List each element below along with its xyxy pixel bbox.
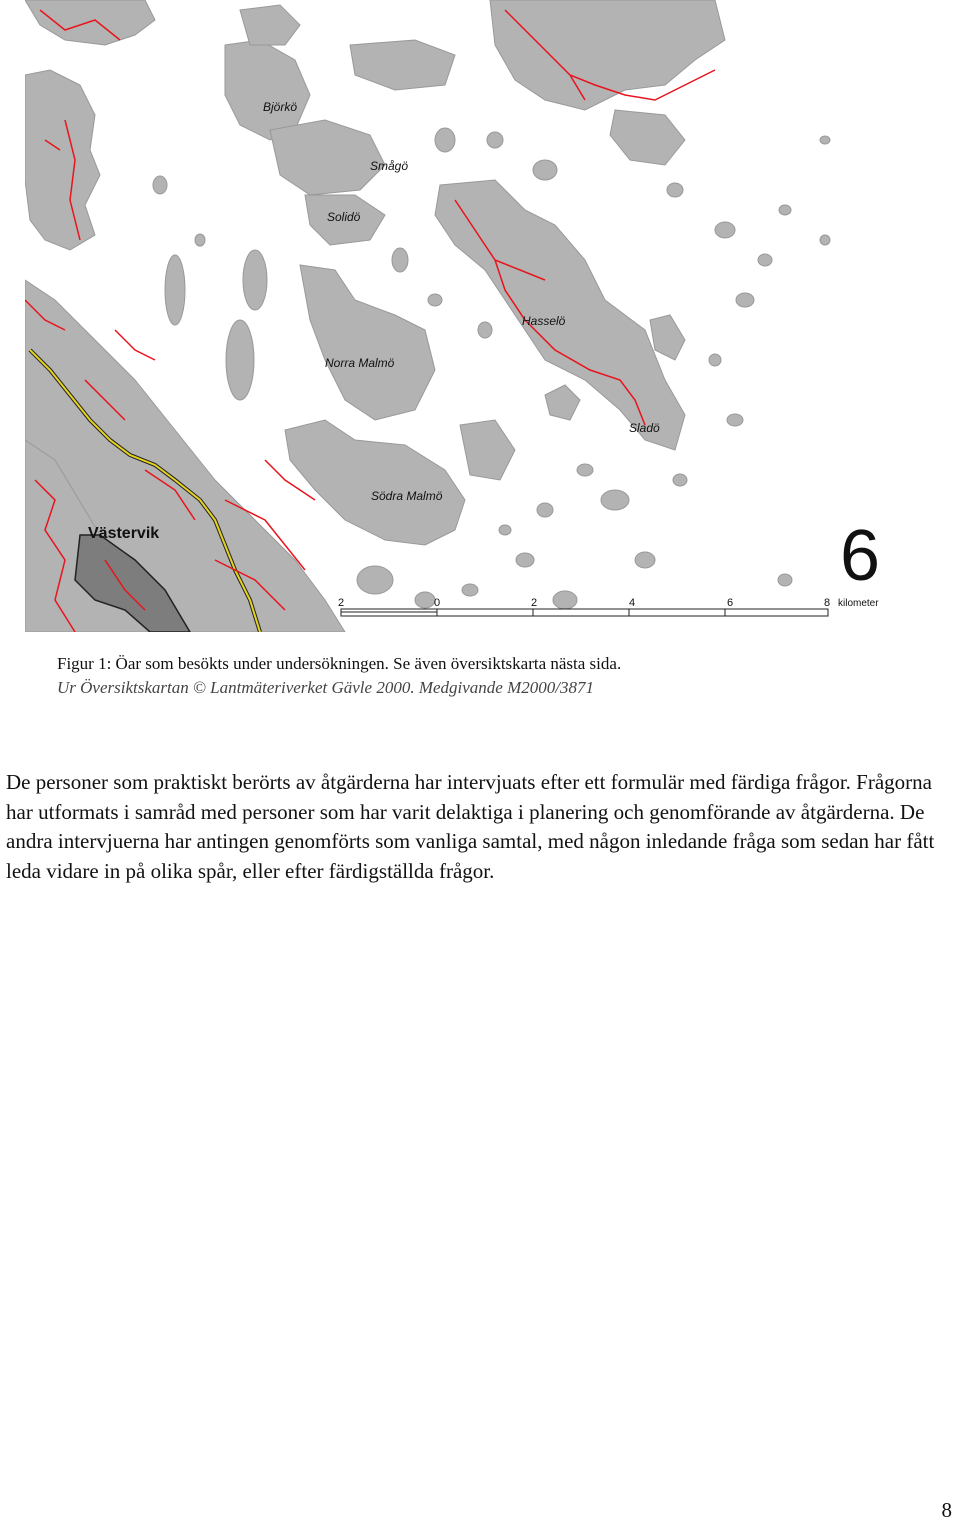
scale-tick: 2 <box>338 597 345 609</box>
caption-credit: Ur Översiktskartan © Lantmäteriverket Gävle 2000. Medgivande M2000/3871 <box>57 678 594 697</box>
label-solido: Solidö <box>327 210 361 224</box>
body-paragraph: De personer som praktiskt berörts av åtgärderna har intervjuats efter ett formulär med färdiga frågor. Frågorna har utformats i samråd med personer som har varit delaktiga i planering och genomförande av åtgärderna. De andra intervjuerna har antingen genomförts som vanliga samtal, med någon inledande fråga som sedan har fått leda vidare in på olika spår, eller efter färdigställda frågor. <box>6 770 935 883</box>
label-smago: Smågö <box>370 159 409 173</box>
label-hasselo: Hasselö <box>522 314 566 328</box>
label-slado: Sladö <box>629 421 660 435</box>
scale-tick: 8 <box>824 597 831 609</box>
label-vastervik: Västervik <box>88 525 160 542</box>
label-sodra-malmo: Södra Malmö <box>371 489 443 503</box>
label-bjorko: Björkö <box>263 100 298 114</box>
scale-tick: 6 <box>727 597 734 609</box>
scale-tick: 2 <box>531 597 538 609</box>
caption-title: Figur 1: Öar som besökts under undersökningen. Se även översiktskarta nästa sida. <box>57 654 622 673</box>
page-number: 8 <box>941 1498 952 1522</box>
map-canvas <box>25 0 935 632</box>
scale-tick: 0 <box>434 597 441 609</box>
map-number: 6 <box>840 516 881 596</box>
label-norra-malmo: Norra Malmö <box>325 356 395 370</box>
scale-unit: kilometer <box>838 598 879 609</box>
island-map <box>25 0 935 632</box>
scale-tick: 4 <box>629 597 636 609</box>
figure-caption <box>57 652 937 700</box>
